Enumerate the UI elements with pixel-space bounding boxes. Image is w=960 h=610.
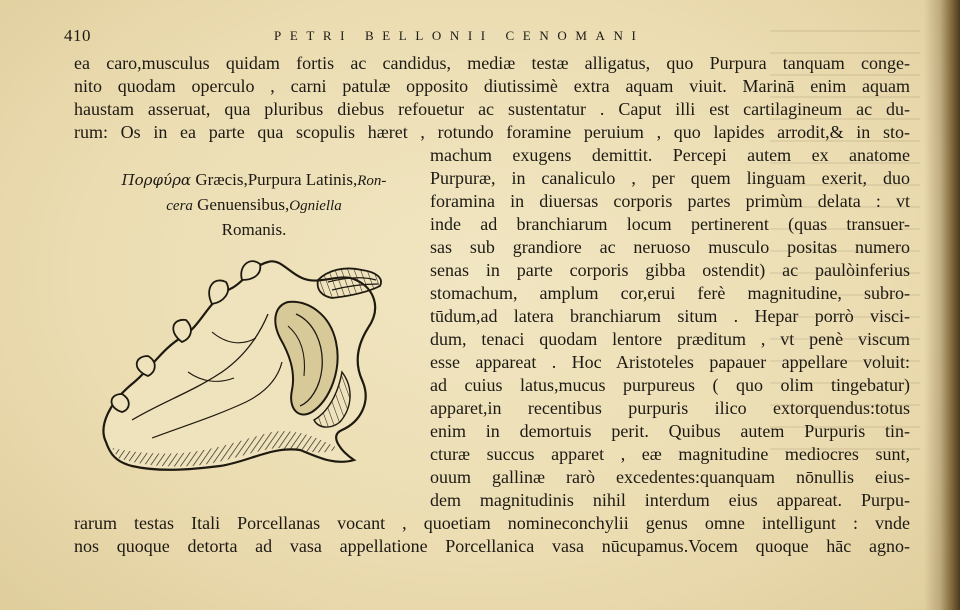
text-line: Purpuræ, in canaliculo , per quem linguam exerit, duo (430, 168, 910, 188)
caption-italic-name: cera (166, 198, 193, 214)
caption-text: Romanis. (221, 220, 287, 239)
text-line: esse appareat . Hoc Aristoteles papauer appellare voluit: (430, 352, 910, 372)
page-header (64, 26, 914, 46)
text-line: foramina in diuersas corporis partes primùm delata : vt (430, 191, 910, 211)
caption-italic-name: Ogniella (289, 198, 342, 214)
text-line: dum, tenaci quodam lentore præditum , vt penè viscum (430, 329, 910, 349)
text-line: ea caro,musculus quidam fortis ac candidus, mediæ testæ alligatus, quo Purpura tanquam conge- (74, 53, 910, 73)
text-line: nito quodam operculo , carni patulæ opposito diutissimè extra aquam viuit. Marinā enim aquam (74, 76, 910, 96)
text-line: enim in demortuis perit. Quibus autem Purpuris tin- (430, 421, 910, 441)
purpura-shell-woodcut-icon (92, 252, 392, 488)
text-line: tūdum,ad latera branchiarum situm . Hepar porrò visci- (430, 306, 910, 326)
page-binding-shadow (924, 0, 960, 610)
caption-greek-name: Πορφύρα (121, 171, 192, 189)
text-line: nos quoque detorta ad vasa appellatione Porcellanica vasa nūcupamus.Vocem quoque hāc agno- (74, 536, 910, 556)
text-line: ouum gallinæ rarò excedentes:quanquam nōnullis eius- (430, 467, 910, 487)
text-line: haustam asseruat, qua pluribus diebus refouetur ac sustentatur . Caput illi est cartilagineum ac du- (74, 99, 910, 119)
text-line: ad cuius latus,mucus purpureus ( quo olim tingebatur) (430, 375, 910, 395)
caption-text: Græcis,Purpura Latinis, (191, 170, 358, 189)
figure-caption (86, 168, 422, 241)
caption-text: Genuensibus, (192, 195, 290, 214)
text-line: stomachum, amplum cor,erui ferè magnitudine, subro- (430, 283, 910, 303)
text-line: cturæ succus apparet , eæ magnitudine mediocres sunt, (430, 444, 910, 464)
text-line: sas sub grandiore ac neruoso musculo positas numero (430, 237, 910, 257)
text-line: senas in parte corporis gibba ostendit) ac paulòinferius (430, 260, 910, 280)
caption-italic-name: Ron- (357, 173, 387, 189)
text-line: dem magnitudinis nihil interdum eius appareat. Purpu- (430, 490, 910, 510)
running-title: PETRI BELLONII CENOMANI (274, 28, 645, 43)
text-line: machum exugens demittit. Percepi autem ex anatome (430, 145, 910, 165)
page-number: 410 (64, 26, 91, 45)
text-line: rum: Os in ea parte qua scopulis hæret , rotundo foramine peruium , quo lapides arrodit,& in sto- (74, 122, 910, 142)
text-line: apparet,in recentibus purpuris ilico extorquendus:totus (430, 398, 910, 418)
text-line: rarum testas Itali Porcellanas vocant , quoetiam nomineconchylii genus omne intelligunt : vnde (74, 513, 910, 533)
text-line: inde ad branchiarum locum pertinerent (quas transuer- (430, 214, 910, 234)
